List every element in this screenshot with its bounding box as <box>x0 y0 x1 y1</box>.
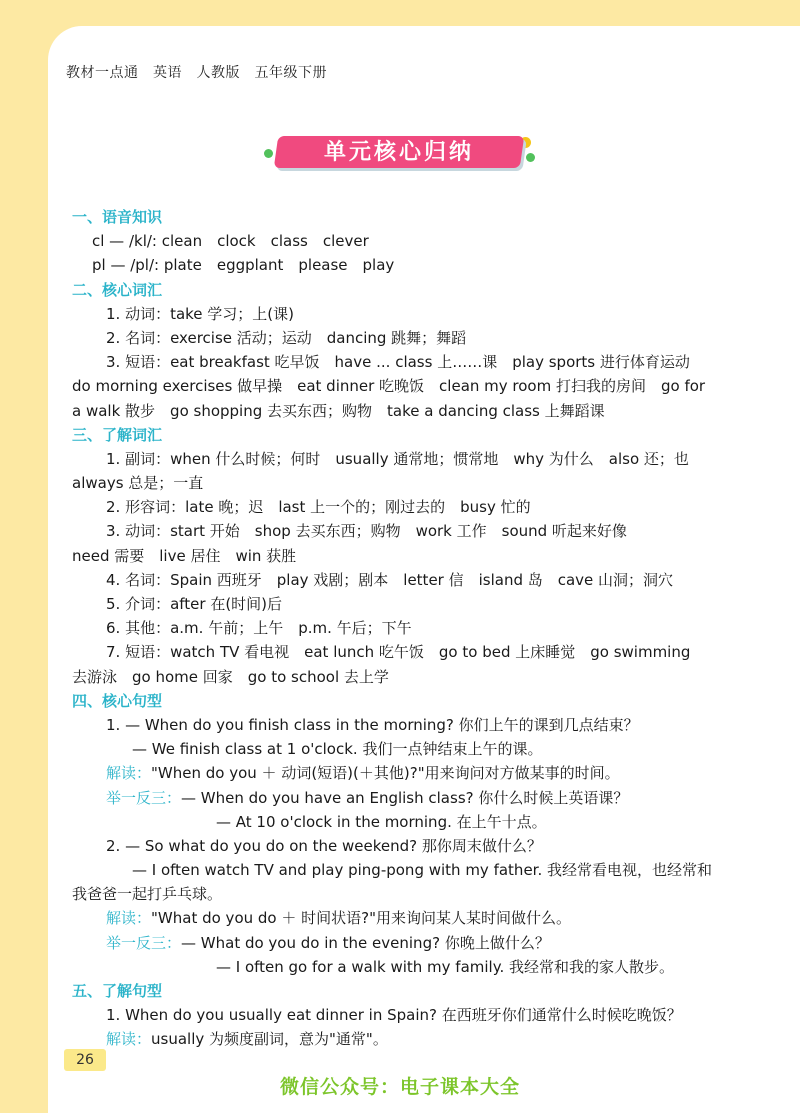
decor-dot-green-2 <box>526 153 535 162</box>
line-text: 2. 名词：exercise 活动；运动 dancing 跳舞；舞蹈 <box>106 328 467 347</box>
line-text: — I often go for a walk with my family. 我经常和我的家人散步。 <box>216 957 674 976</box>
line-text: 一、语音知识 <box>72 208 163 226</box>
line-text: 五、了解句型 <box>72 982 163 1000</box>
text-line <box>72 906 736 930</box>
line-text: — At 10 o'clock in the morning. 在上午十点。 <box>216 812 547 831</box>
line-text: — What do you do in the evening? 你晚上做什么？ <box>181 933 550 952</box>
text-line <box>72 374 736 398</box>
text-line <box>72 640 736 664</box>
line-text: pl — /pl/: plate eggplant please play <box>92 256 395 275</box>
text-line <box>72 302 736 326</box>
text-line <box>72 229 736 253</box>
line-label: 解读： <box>106 909 152 928</box>
line-text: 1. — When do you finish class in the morning? 你们上午的课到几点结束？ <box>106 715 639 734</box>
unit-summary-content <box>72 205 736 1052</box>
line-text: 1. 副词：when 什么时候；何时 usually 通常地；惯常地 why 为什么 also 还；也 <box>106 449 689 468</box>
line-text: 三、了解词汇 <box>72 425 163 444</box>
line-label: 解读： <box>106 764 152 783</box>
text-line <box>72 592 736 616</box>
text-line <box>72 955 736 979</box>
text-line <box>72 616 736 640</box>
text-line <box>72 858 736 882</box>
line-text: usually 为频度副词，意为"通常"。 <box>151 1030 388 1049</box>
line-text: always 总是；一直 <box>72 474 204 493</box>
line-text: "What do you do ＋ 时间状语?"用来询问某人某时间做什么。 <box>151 909 571 928</box>
text-line <box>72 350 736 374</box>
book-header: 教材一点通 英语 人教版 五年级下册 <box>66 65 327 81</box>
line-text: 5. 介词：after 在(时间)后 <box>106 595 283 613</box>
text-line <box>72 471 736 495</box>
line-label: 举一反三： <box>106 788 182 807</box>
text-line <box>72 761 736 785</box>
line-text: — I often watch TV and play ping-pong with my father. 我经常看电视，也经常和 <box>132 861 712 880</box>
text-line <box>72 399 736 423</box>
line-label: 举一反三： <box>106 933 182 952</box>
line-text: do morning exercises 做早操 eat dinner 吃晚饭 clean my room 打扫我的房间 go for <box>72 377 706 396</box>
line-text: 3. 短语：eat breakfast 吃早饭 have ... class 上……课 play sports 进行体育运动 <box>106 353 690 372</box>
text-line <box>72 326 736 350</box>
section-heading <box>72 423 736 447</box>
line-text: 2. 形容词：late 晚；迟 last 上一个的；刚过去的 busy 忙的 <box>106 498 531 517</box>
text-line <box>72 713 736 737</box>
line-text: — When do you have an English class? 你什么时候上英语课？ <box>181 788 629 807</box>
line-text: — We finish class at 1 o'clock. 我们一点钟结束上午的课。 <box>132 740 543 759</box>
line-text: 二、核心词汇 <box>72 280 163 299</box>
line-text: 4. 名词：Spain 西班牙 play 戏剧；剧本 letter 信 island 岛 cave 山洞；洞穴 <box>106 570 674 589</box>
line-text: 3. 动词：start 开始 shop 去买东西；购物 work 工作 sound 听起来好像 <box>106 522 627 541</box>
text-line <box>72 519 736 543</box>
line-text: 去游泳 go home 回家 go to school 去上学 <box>72 667 389 686</box>
text-line <box>72 810 736 834</box>
line-label: 解读： <box>106 1030 152 1049</box>
text-line <box>72 931 736 955</box>
section-heading <box>72 979 736 1003</box>
text-line <box>72 1003 736 1027</box>
section-heading <box>72 278 736 302</box>
text-line <box>72 834 736 858</box>
text-line <box>72 737 736 761</box>
page-number: 26 <box>64 1049 106 1071</box>
text-line <box>72 786 736 810</box>
section-heading <box>72 689 736 713</box>
text-line <box>72 495 736 519</box>
decor-dot-green <box>264 149 273 158</box>
line-text: 7. 短语：watch TV 看电视 eat lunch 吃午饭 go to bed 上床睡觉 go swimming <box>106 643 691 662</box>
line-text: need 需要 live 居住 win 获胜 <box>72 546 297 565</box>
line-text: 1. 动词：take 学习；上(课) <box>106 304 295 323</box>
text-line <box>72 882 736 906</box>
line-text: a walk 散步 go shopping 去买东西；购物 take a dancing class 上舞蹈课 <box>72 401 605 420</box>
text-line <box>72 544 736 568</box>
text-line <box>72 253 736 277</box>
text-line <box>72 1027 736 1051</box>
line-text: 6. 其他：a.m. 午前；上午 p.m. 午后；下午 <box>106 619 412 638</box>
text-line <box>72 665 736 689</box>
text-line <box>72 447 736 471</box>
section-banner <box>258 134 548 172</box>
section-heading <box>72 205 736 229</box>
line-text: "When do you ＋ 动词(短语)(＋其他)?"用来询问对方做某事的时间。 <box>151 764 620 783</box>
line-text: cl — /kl/: clean clock class clever <box>92 232 369 251</box>
line-text: 1. When do you usually eat dinner in Spain? 在西班牙你们通常什么时候吃晚饭？ <box>106 1006 682 1025</box>
line-text: 我爸爸一起打乒乓球。 <box>72 885 223 904</box>
line-text: 2. — So what do you do on the weekend? 那你周末做什么？ <box>106 836 542 855</box>
footer-watermark: 微信公众号：电子课本大全 <box>279 1076 520 1098</box>
banner-title: 单元核心归纳 <box>323 140 474 165</box>
text-line <box>72 568 736 592</box>
line-text: 四、核心句型 <box>72 691 163 710</box>
